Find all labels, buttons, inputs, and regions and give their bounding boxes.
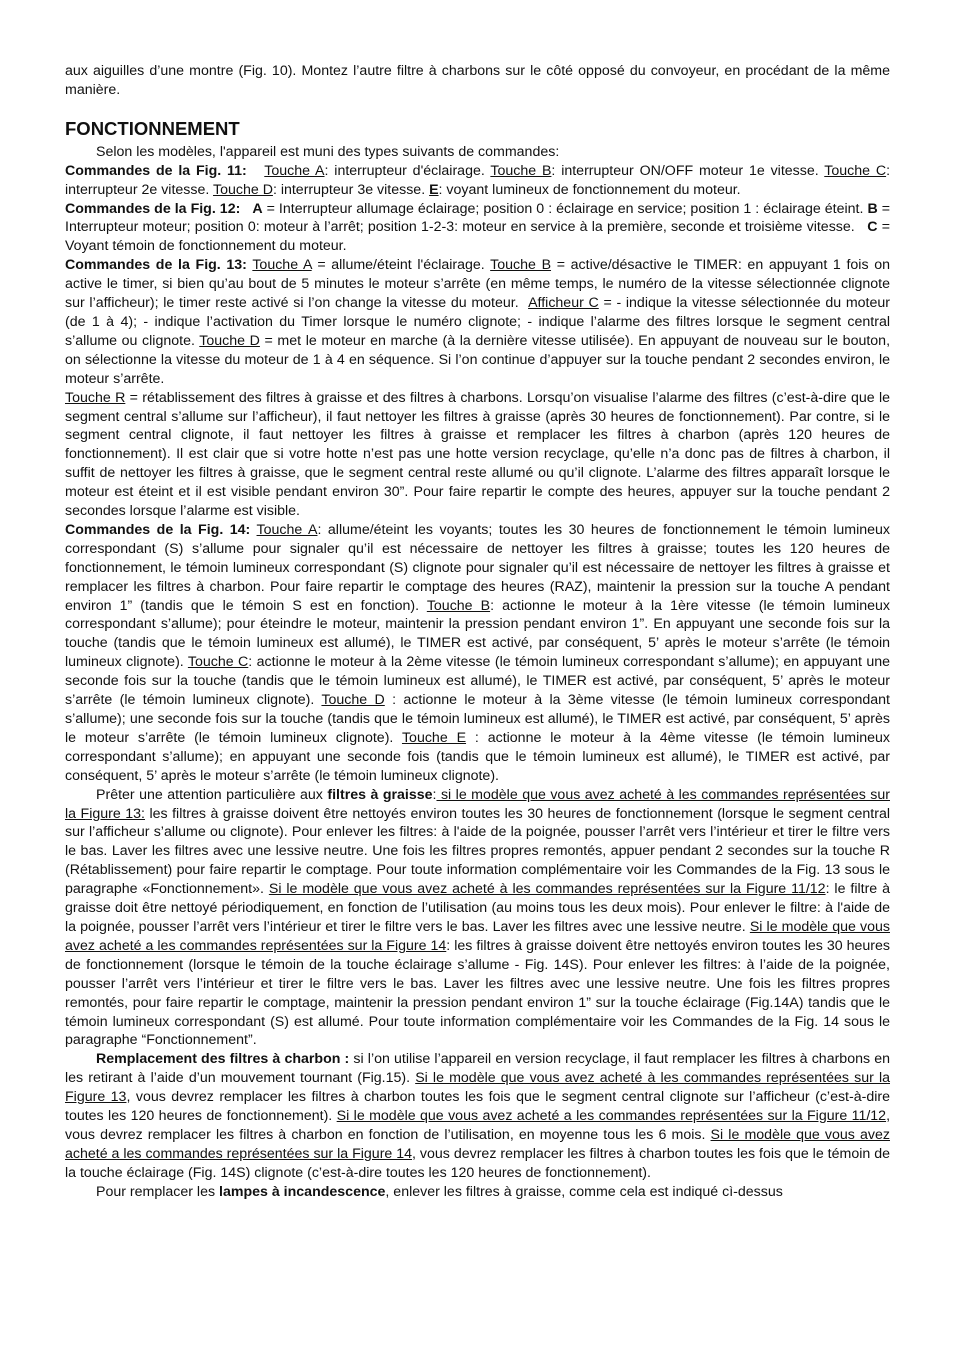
grease-fig14-condition: Si le modèle que vous avez acheté a les commandes représentées sur la Figure 14: [65, 918, 890, 954]
charcoal-intro-text: si l’on utilise l’appareil en version recyclage, il faut remplacer les filtres à charbons en les retirant à l’aide d’un mouvement tournant (Fig.15).: [65, 1051, 890, 1087]
fig14-key-d: Touche D: [321, 692, 385, 709]
grease-fig1112-text: : le filtre à graisse doit être nettoyé périodiquement, en fonction de l’utilisation (au moins tous les deux mois). Pour enlever le filtre: à l'aide de la poignée, pousser l’arrêt vers l’intérieur et tirer le filtre vers le bas. Laver les filtres avec une lessive neutre.: [65, 881, 890, 935]
fig14-key-c: Touche C: [187, 654, 249, 671]
grease-fig13-text: les filtres à graisse doivent être nettoyés environ toutes les 30 heures de fonctionnement (lorsque le segment central sur l’afficheur s’allume ou clignote). Pour enlever les filtres: à l'aide de la poignée, pousser l’arrêt vers l’intérieur et tirer le filtre vers le bas. Laver les filtres avec une lessive neutre. Une fois les filtres propres remontés, appuer pendant 2 secondes sur la touche R (Rétablissement) pour faire repartir le comptage. Pour toute information complémentaire voir les Commandes de la Fig. 13 sous le paragraphe «Fonctionnement».: [65, 805, 890, 898]
fig14-key-b-text: : actionne le moteur à la 1ère vitesse (le témoin lumineux correspondant s’allume); pour éteindre le moteur, maintenir la pression pendant environ 1”. En appuyant une seconde fois sur la touche (tandis que le témoin lumineux est allumé), le TIMER est activé, par conséquent, 5’ après le moteur s’arrête (le témoin lumineux clignote).: [65, 597, 891, 671]
fig11-key-e-text: : voyant lumineux de fonctionnement du moteur.: [438, 181, 741, 198]
fig11-label: Commandes de la Fig. 11:: [65, 162, 247, 179]
fig14-label: Commandes de la Fig. 14:: [65, 521, 251, 538]
fig12-key-c-text: = Voyant témoin de fonctionnement du moteur.: [65, 219, 890, 255]
lamps-bold: lampes à incandescence: [219, 1183, 386, 1200]
grease-bold: filtres à graisse: [327, 786, 433, 803]
fig12-key-b: B: [867, 200, 878, 217]
fig13-key-r: Touche R: [65, 389, 126, 406]
grease-lead: Prêter une attention particulière aux: [96, 786, 328, 803]
fig13-key-d-text: = met le moteur en marche (à la dernière vitesse utilisée). En appuyant de nouveau sur le bouton, on sélectionne la vitesse du moteur de 1 à 4 en séquence. Si l’on continue d’appuyer sur la touche pendant 2 secondes environ, le moteur s’arrête.: [65, 332, 891, 387]
lamps-paragraph: [65, 1183, 890, 1202]
fig12-label: Commandes de la Fig. 12:: [65, 200, 241, 217]
fig12-key-b-text: = Interrupteur moteur; position 0: moteur à l’arrêt; position 1-2-3: moteur en service à la première, seconde et troisième vitesse.: [65, 200, 891, 236]
grease-fig13-condition: si le modèle que vous avez acheté à les commandes représentées sur la Figure 13:: [65, 786, 890, 822]
fig14-key-b: Touche B: [426, 597, 491, 614]
fig14-key-a-text: : allume/éteint les voyants; toutes les 30 heures de fonctionnement le témoin lumineux correspondant (S) s’allume pour signaler qu’il est nécessaire de nettoyer les filtres à graisse; toutes les 120 heures de fonctionnement, le témoin lumineux correspondant (S) clignote pour signaler qu’il est nécessaire de nettoyer les filtres à graisse et remplacer les filtres à charbon. Pour faire repartir le comptage des heures (RAZ), maintenir la pression sur la touche A pendant environ 1” (tandis que le témoin S est en fonction).: [65, 521, 890, 614]
fig11-key-b: Touche B: [490, 162, 552, 179]
fig13-display-c-text: = - indique la vitesse sélectionnée du moteur (de 1 à 4); - indique l’activation du Timer lorsque le numéro clignote; - indique l’alarme des filtres lorsque le segment central s’allume ou clignote.: [65, 295, 890, 349]
charcoal-bold: Remplacement des filtres à charbon :: [96, 1051, 350, 1068]
fig14-key-e-text: : actionne le moteur à la 4ème vitesse (le témoin lumineux correspondant s’allume); en appuyant une seconde fois (tandis que le témoin lumineux est allumé), le TIMER est activé, par conséquent, 5’ après le moteur s’arrête (le témoin lumineux clignote).: [65, 729, 890, 784]
charcoal-fig14-text: , vous devrez remplacer les filtres à charbon toutes les fois que le témoin de la touche éclairage (Fig. 14S) clignote (c’est-à-dire toutes les 120 heures de fonctionnement).: [65, 1145, 890, 1181]
fig11-key-a: Touche A: [264, 162, 325, 179]
fig13-paragraph: [65, 256, 890, 388]
fig13-reset-paragraph: [65, 389, 890, 521]
charcoal-filter-paragraph: [65, 1050, 890, 1182]
fig13-key-d: Touche D: [199, 332, 260, 349]
lamps-lead: Pour remplacer les: [96, 1183, 220, 1200]
fig14-key-e: Touche E: [401, 729, 467, 746]
section-heading: FONCTIONNEMENT: [65, 117, 240, 139]
charcoal-fig1112-condition: Si le modèle que vous avez acheté a les commandes représentées sur la Figure 11/12: [336, 1108, 887, 1125]
charcoal-fig13-condition: Si le modèle que vous avez acheté à les commandes représentées sur la Figure 13: [65, 1070, 890, 1106]
fig12-paragraph: [65, 200, 890, 257]
fig14-key-d-text: : actionne le moteur à la 3ème vitesse (le témoin lumineux correspondant s’allume); une seconde fois sur la touche (tandis que le témoin lumineux est allumé), le TIMER est activé, par conséquent, 5’ après le moteur s’arrête (le témoin lumineux clignote).: [65, 692, 890, 746]
fig13-key-b-text: = active/désactive le TIMER: en appuyant 1 fois on active le timer, si bien qu’au bout de 5 minutes le moteur s’arrête (en même temps, le numéro de la vitesse sélectionnée clignote sur l’afficheur); le timer reste activé si l’on change la vitesse du moteur.: [65, 257, 890, 312]
fig11-paragraph: [65, 162, 890, 200]
fig11-key-e: E: [429, 181, 439, 198]
fig11-key-d-text: : interrupteur 3e vitesse.: [272, 181, 430, 198]
fig13-display-c: Afficheur C: [528, 295, 599, 312]
fig13-key-a-text: = allume/éteint l'éclairage.: [311, 257, 491, 274]
fig14-key-a: Touche A: [256, 521, 318, 538]
grease-colon: :: [432, 786, 437, 803]
grease-fig14-text: : les filtres à graisse doivent être nettoyés environ toutes les 30 heures de fonctionnement (lorsque le témoin de la touche éclairage s’allume - Fig. 14S). Pour enlever les filtres: à l’aide de la poignée, pousser l’arrêt vers l’intérieur et tirer le filtre vers le bas. Laver les filtres avec une lessive neutre. Une fois les filtres propres remontés, pour faire repartir le comptage, maintenir la pression pendant environ 1” sur la touche éclairage (Fig.14A) tandis que le témoin lumineux correspondant (S) est allumé. Pour toute information complémentaire voir les Commandes de la Fig. 14 sous le paragraphe “Fonctionnement”.: [65, 937, 890, 1049]
fig12-key-a-text: = Interrupteur allumage éclairage; position 0 : éclairage en service; position 1 : éclairage éteint.: [262, 200, 868, 217]
fig14-key-c-text: : actionne le moteur à la 2ème vitesse (le témoin lumineux correspondant s’allume); en appuyant une seconde fois sur la touche (tandis que le témoin lumineux est allumé), le TIMER est activé, par conséquent, 5’ après le moteur s’arrête (le témoin lumineux clignote).: [65, 654, 890, 709]
fig11-key-d: Touche D: [213, 181, 273, 198]
fig11-key-c: Touche C: [824, 162, 887, 179]
fig12-key-a: A: [252, 200, 263, 217]
grease-fig1112-condition: Si le modèle que vous avez acheté à les commandes représentées sur la Figure 11/12: [268, 881, 826, 898]
fig13-key-b: Touche B: [490, 257, 552, 274]
charcoal-fig14-condition: Si le modèle que vous avez acheté a les commandes représentées sur la Figure 14: [65, 1126, 890, 1162]
fig11-key-a-text: : interrupteur d'éclairage.: [324, 162, 491, 179]
intro-paragraph: aux aiguilles d’une montre (Fig. 10). Montez l’autre filtre à charbons sur le côté opposé du convoyeur, en procédant de la même manière.: [65, 63, 890, 98]
fig13-key-a: Touche A: [252, 257, 312, 274]
fig11-key-b-text: : interrupteur ON/OFF moteur 1e vitesse.: [551, 162, 825, 179]
fig14-paragraph: [65, 521, 890, 786]
grease-filter-paragraph: [65, 786, 890, 1051]
fig13-label: Commandes de la Fig. 13:: [65, 257, 247, 274]
fig12-key-c: C: [867, 219, 878, 236]
fig13-key-r-text: = rétablissement des filtres à graisse et des filtres à charbons. Lorsqu’on visualise l’alarme des filtres (c’est-à-dire que le segment central s’allume sur l’afficheur), il faut nettoyer les filtres à graisse (après 30 heures de fonctionnement). Par contre, si le segment central clignote, il faut nettoyer les filtres à graisse et remplacer les filtres à charbon (après 120 heures de fonctionnement). Il est clair que si votre hotte n’est pas une hotte version recyclage, qu’elle n’a donc pas de filtres à charbon, il suffit de nettoyer les filtres à graisse, que le segment central reste allumé ou qu’il clignote. L’alarme des filtres apparaît lorsque le moteur est éteint et il est visible pendant environ 30”. Pour faire repartir le compte des heures, appuyer sur la touche pendant 2 secondes lorsque l’alarme est visible.: [65, 389, 891, 520]
controls-intro: Selon les modèles, l'appareil est muni des types suivants de commandes:: [96, 143, 560, 160]
charcoal-fig1112-text: , vous devrez remplacer les filtres à charbon en fonction de l’utilisation, en moyenne tous les 6 mois.: [65, 1108, 891, 1143]
fig11-key-c-text: : interrupteur 2e vitesse.: [65, 162, 891, 198]
lamps-text: , enlever les filtres à graisse, comme cela est indiqué cì-dessus: [385, 1183, 783, 1200]
document-page: [65, 62, 890, 1202]
charcoal-fig13-text: , vous devrez remplacer les filtres à charbon toutes les fois que le segment central clignote sur l’afficheur (c’est-à-dire toutes les 120 heures de fonctionnement).: [65, 1089, 890, 1125]
